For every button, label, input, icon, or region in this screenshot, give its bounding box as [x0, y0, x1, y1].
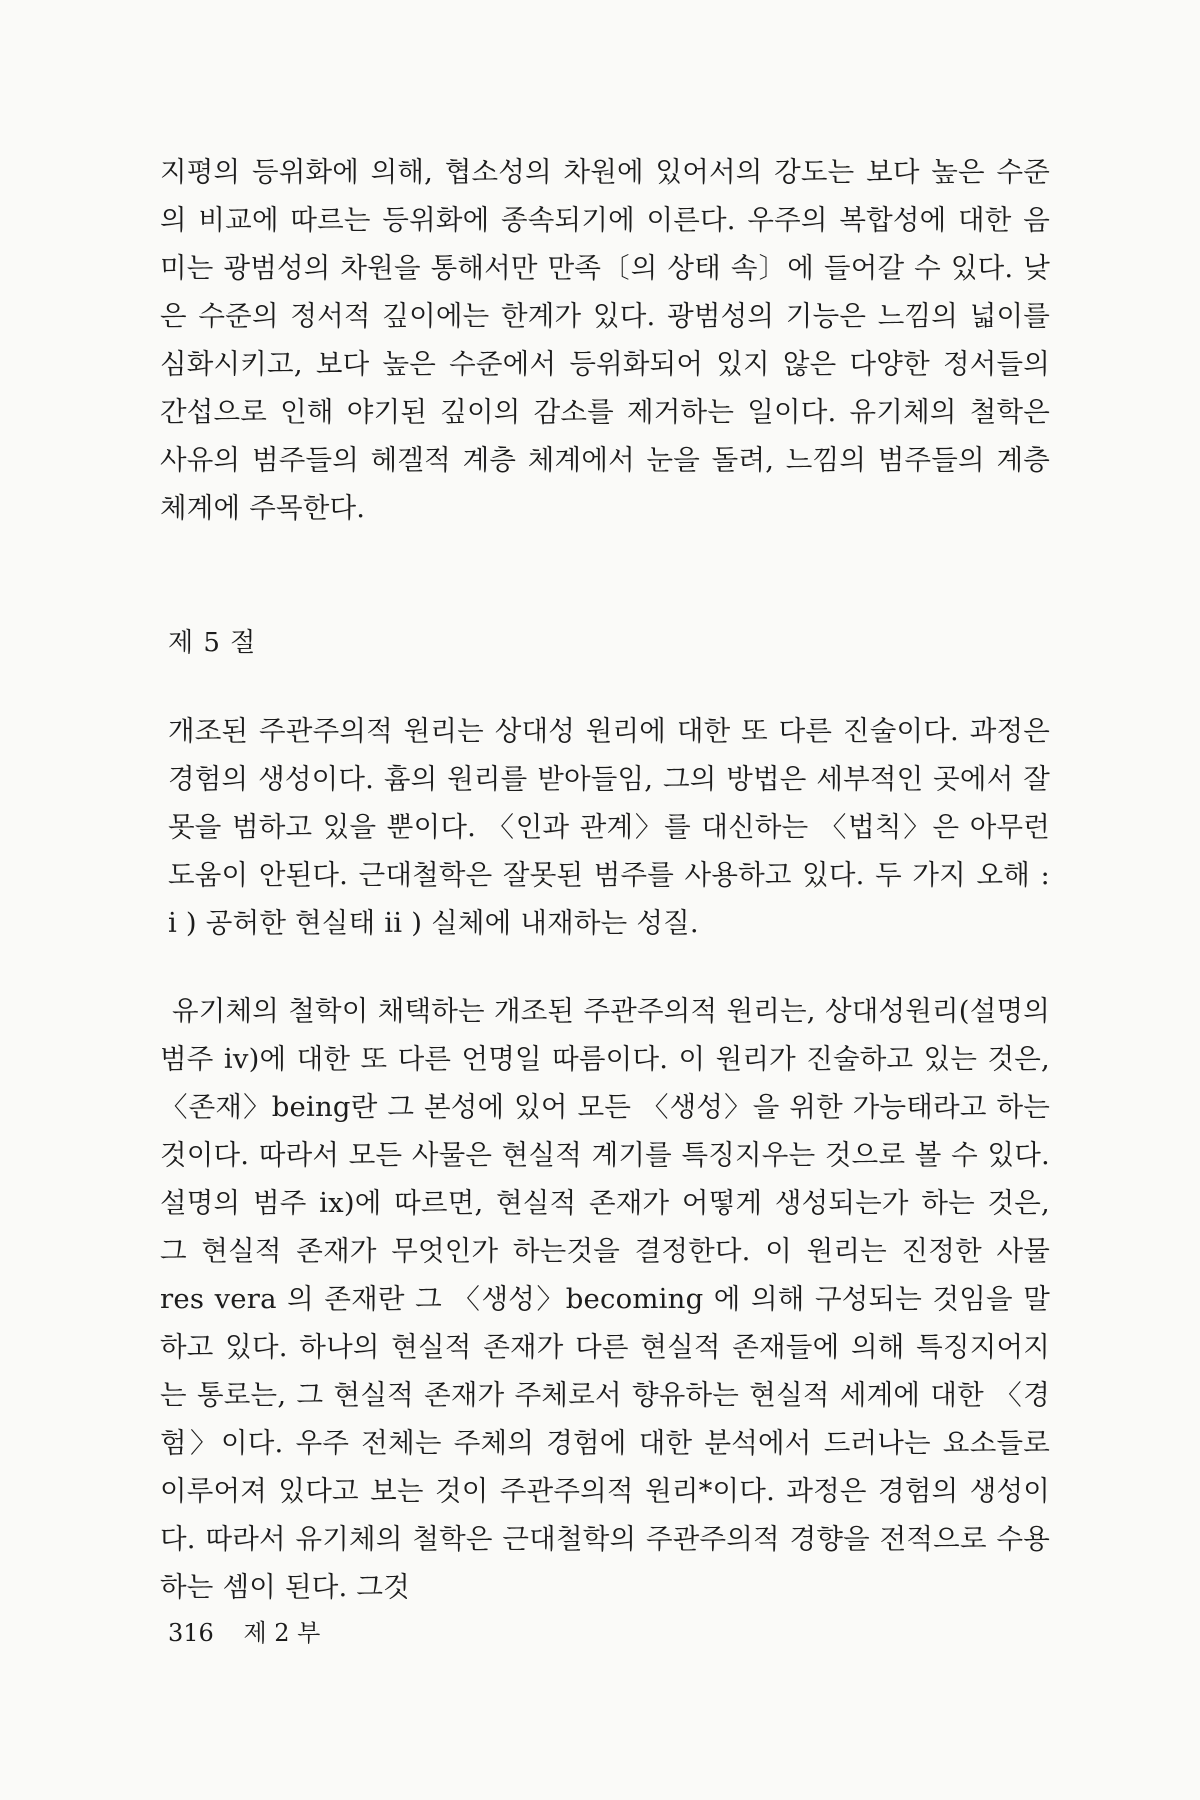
paragraph-1-text: 지평의 등위화에 의해, 협소성의 차원에 있어서의 강도는 보다 높은 수준의 비교에 따르는 등위화에 종속되기에 이른다. 우주의 복합성에 대한 음미는 광범성의 차원을 통해서만 만족〔의 상태 속〕에 들어갈 수 있다. 낮은 수준의 정서적 깊이에는 한계가 있다. 광범성의 기능은 느낌의 넓이를 심화시키고, 보다 높은 수준에서 등위화되어 있지 않은 다양한 정서들의 간섭으로 인해 야기된 깊이의 감소를 제거하는 일이다. 유기체의 철학은 사유의 범주들의 헤겔적 계층 체계에서 눈을 돌려, 느낌의 범주들의 계층 체계에 주목한다.: [160, 156, 1050, 524]
paragraph-1: [160, 148, 1050, 532]
paragraph-3-text: 유기체의 철학이 채택하는 개조된 주관주의적 원리는, 상대성원리(설명의 범주 iv)에 대한 또 다른 언명일 따름이다. 이 원리가 진술하고 있는 것은, 〈존재〉being란 그 본성에 있어 모든 〈생성〉을 위한 가능태라고 하는 것이다. 따라서 모든 사물은 현실적 계기를 특징지우는 것으로 볼 수 있다. 설명의 범주 ix)에 따르면, 현실적 존재가 어떻게 생성되는가 하는 것은, 그 현실적 존재가 무엇인가 하는것을 결정한다. 이 원리는 진정한 사물 res vera 의 존재란 그 〈생성〉becoming 에 의해 구성되는 것임을 말하고 있다. 하나의 현실적 존재가 다른 현실적 존재들에 의해 특징지어지는 통로는, 그 현실적 존재가 주체로서 향유하는 현실적 세계에 대한 〈경험〉이다. 우주 전체는 주체의 경험에 대한 분석에서 드러나는 요소들로 이루어져 있다고 보는 것이 주관주의적 원리*이다. 과정은 경험의 생성이다. 따라서 유기체의 철학은 근대철학의 주관주의적 경향을 전적으로 수용하는 셈이 된다. 그것: [160, 995, 1050, 1603]
section-heading: 제 5 절: [168, 628, 257, 658]
summary-paragraph-text: 개조된 주관주의적 원리는 상대성 원리에 대한 또 다른 진술이다. 과정은 경험의 생성이다. 흄의 원리를 받아들임, 그의 방법은 세부적인 곳에서 잘못을 범하고 있을 뿐이다. 〈인과 관계〉를 대신하는 〈법칙〉은 아무런 도움이 안된다. 근대철학은 잘못된 범주를 사용하고 있다. 두 가지 오해 : i ) 공허한 현실태 ii ) 실체에 내재하는 성질.: [168, 715, 1050, 939]
paragraph-3: [160, 987, 1050, 1611]
summary-paragraph: [168, 707, 1050, 947]
page-number: 316: [168, 1619, 214, 1647]
part-label: 제 2 부: [243, 1619, 321, 1647]
page-footer: [168, 1613, 342, 1648]
